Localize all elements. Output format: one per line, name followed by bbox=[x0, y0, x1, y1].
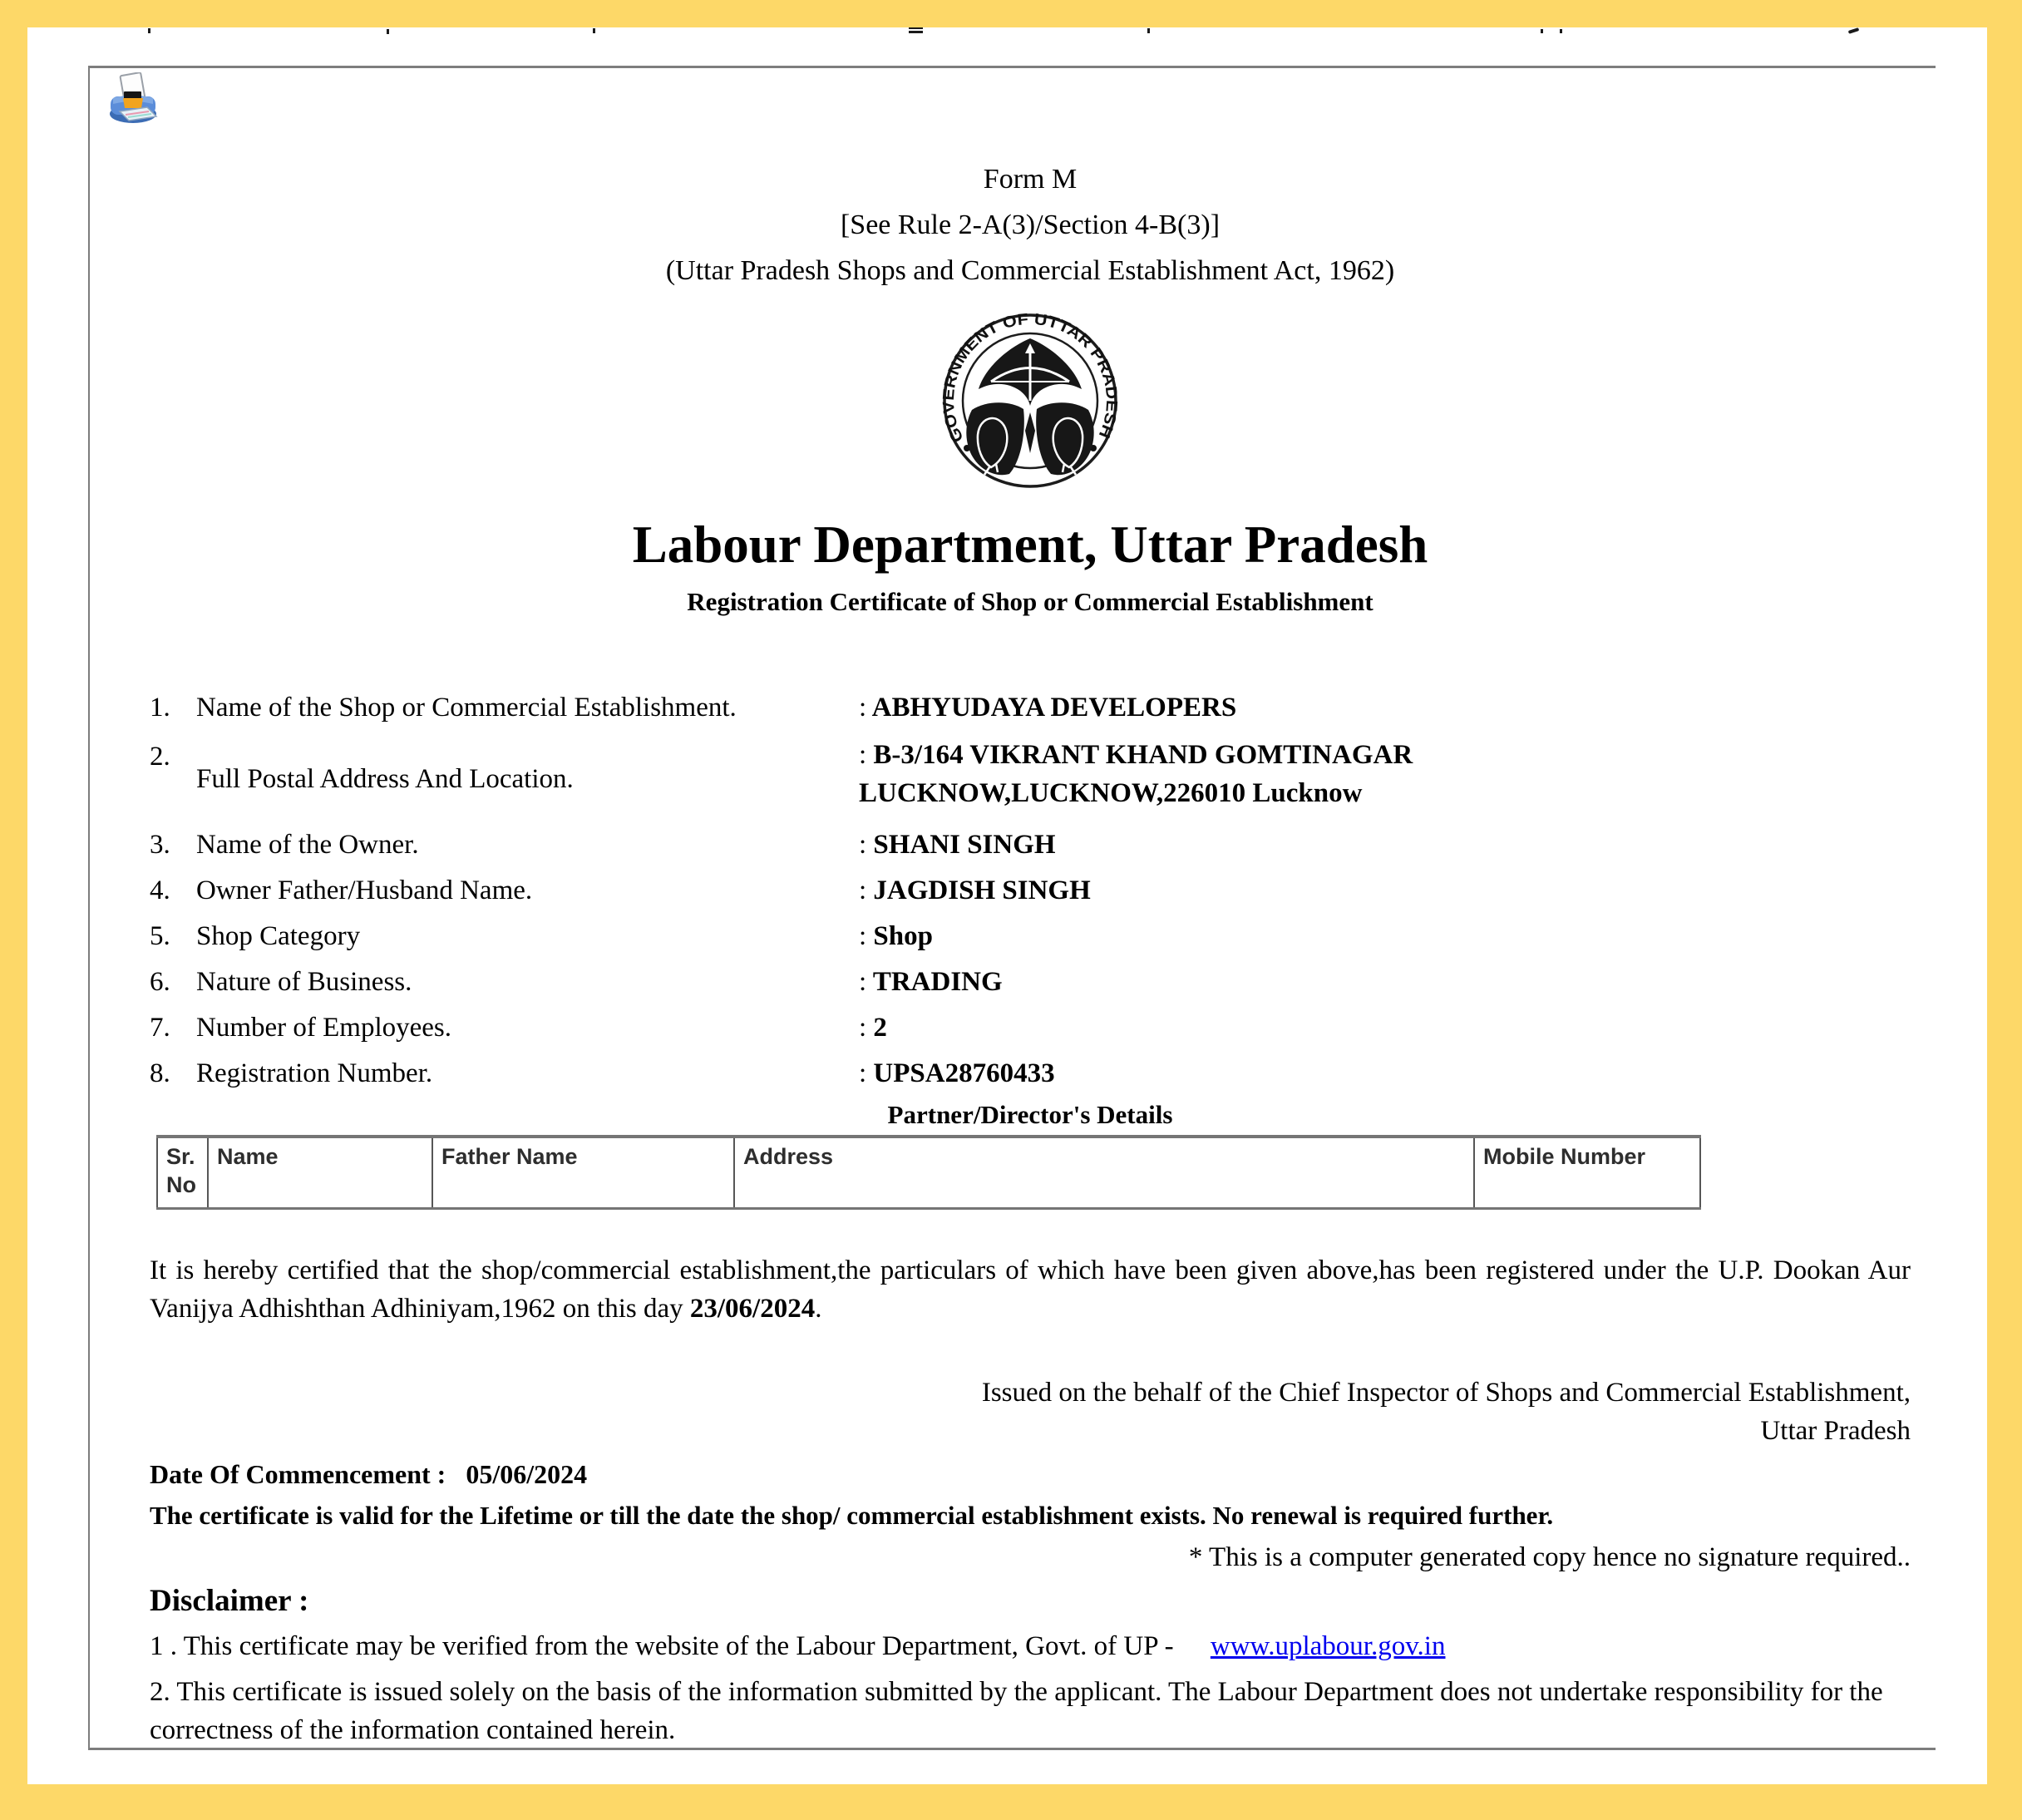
column-header-sr-no: Sr. No bbox=[166, 1144, 196, 1197]
registration-date: 23/06/2024 bbox=[689, 1294, 816, 1324]
detail-label: Name of the Owner. bbox=[196, 830, 419, 860]
clipped-text-fragment bbox=[1541, 29, 1543, 33]
detail-number: 8. bbox=[150, 1058, 170, 1088]
detail-row-3 bbox=[150, 822, 1911, 868]
certificate-subtitle: Registration Certificate of Shop or Commercial Establishment bbox=[687, 587, 1373, 616]
clipped-text-fragment bbox=[1560, 29, 1562, 33]
detail-value: : TRADING bbox=[859, 967, 1003, 997]
clipped-text-fragment bbox=[1147, 28, 1150, 33]
department-title: Labour Department, Uttar Pradesh bbox=[632, 515, 1428, 574]
issued-statement: Issued on the behalf of the Chief Inspector of Shops and Commercial Establishment, Uttar Pradesh bbox=[981, 1378, 1911, 1446]
detail-number: 4. bbox=[150, 875, 170, 905]
detail-row-5 bbox=[150, 914, 1911, 959]
detail-label: Shop Category bbox=[196, 921, 361, 951]
column-header-mobile-number: Mobile Number bbox=[1474, 1137, 1700, 1209]
detail-label: Nature of Business. bbox=[196, 967, 412, 997]
disclaimer-heading: Disclaimer : bbox=[150, 1584, 309, 1618]
detail-number: 1. bbox=[150, 693, 170, 723]
detail-number: 2. bbox=[150, 742, 170, 772]
detail-row-4 bbox=[150, 868, 1911, 914]
detail-row-7 bbox=[150, 1005, 1911, 1051]
disclaimer-item-1: 1 . This certificate may be verified from the website of the Labour Department, Govt. of UP - www.uplabour.gov.in bbox=[150, 1631, 1446, 1661]
column-header-address: Address bbox=[734, 1137, 1474, 1209]
detail-number: 7. bbox=[150, 1013, 170, 1043]
up-government-emblem-icon bbox=[938, 307, 1122, 495]
disclaimer-item-2: 2. This certificate is issued solely on the basis of the information submitted by the applicant. The Labour Department does not undertake responsibility for the correctness of the information contained herein. bbox=[150, 1677, 1883, 1745]
detail-value: : 2 bbox=[859, 1013, 887, 1043]
certificate-frame bbox=[88, 66, 1936, 1750]
detail-label: Number of Employees. bbox=[196, 1013, 452, 1043]
detail-value: : Shop bbox=[859, 921, 933, 951]
detail-row-2 bbox=[150, 731, 1911, 822]
rule-reference: [See Rule 2-A(3)/Section 4-B(3)] bbox=[840, 210, 1221, 240]
detail-value: : ABHYUDAYA DEVELOPERS bbox=[859, 693, 1237, 723]
detail-number: 5. bbox=[150, 921, 170, 951]
computer-copy-note: * This is a computer generated copy hence no signature required.. bbox=[1188, 1542, 1911, 1572]
detail-label: Owner Father/Husband Name. bbox=[196, 875, 533, 905]
details-list bbox=[150, 685, 1911, 1097]
detail-label: Full Postal Address And Location. bbox=[196, 764, 574, 794]
detail-row-6 bbox=[150, 959, 1911, 1005]
detail-value: : UPSA28760433 bbox=[859, 1058, 1055, 1088]
form-title: Form M bbox=[983, 164, 1078, 195]
partners-table bbox=[156, 1135, 1701, 1210]
detail-row-8 bbox=[150, 1051, 1911, 1097]
detail-label: Name of the Shop or Commercial Establishment. bbox=[196, 693, 737, 723]
detail-value: : B-3/164 VIKRANT KHAND GOMTINAGAR LUCKNOW,LUCKNOW,226010 Lucknow bbox=[859, 740, 1413, 808]
table-header-row bbox=[157, 1137, 1700, 1209]
detail-row-1 bbox=[150, 685, 1911, 731]
column-header-name: Name bbox=[208, 1137, 432, 1209]
clipped-text-fragment bbox=[593, 28, 595, 33]
detail-number: 3. bbox=[150, 830, 170, 860]
certification-paragraph: It is hereby certified that the shop/commercial establishment,the particulars of which have been given above,has been registered under the U.P. Dookan Aur Vanijya Adhishthan Adhiniyam,1962 on this day 23/06/2024. bbox=[150, 1255, 1911, 1324]
column-header-father-name: Father Name bbox=[432, 1137, 734, 1209]
act-reference: (Uttar Pradesh Shops and Commercial Establishment Act, 1962) bbox=[665, 255, 1395, 286]
partners-table-title: Partner/Director's Details bbox=[887, 1100, 1173, 1129]
clipped-text-fragment bbox=[909, 27, 923, 29]
document-page bbox=[27, 27, 1987, 1784]
clipped-text-fragment bbox=[387, 29, 389, 34]
detail-label: Registration Number. bbox=[196, 1058, 433, 1088]
clipped-text-fragment bbox=[909, 31, 923, 33]
printer-icon[interactable] bbox=[105, 72, 161, 129]
detail-number: 6. bbox=[150, 967, 170, 997]
clipped-text-fragment bbox=[148, 28, 150, 33]
commencement-date-line: Date Of Commencement : 05/06/2024 bbox=[150, 1459, 588, 1489]
uplabour-website-link[interactable]: www.uplabour.gov.in bbox=[1210, 1631, 1446, 1661]
clipped-text-fragment bbox=[1848, 27, 1860, 34]
detail-value: : SHANI SINGH bbox=[859, 830, 1056, 860]
emblem-circular-text: GOVERNMENT OF UTTAR PRADESH bbox=[939, 310, 1121, 445]
validity-note: The certificate is valid for the Lifetime or till the date the shop/ commercial establishment exists. No renewal is required further. bbox=[150, 1501, 1554, 1530]
commencement-date: 05/06/2024 bbox=[466, 1459, 588, 1489]
detail-value: : JAGDISH SINGH bbox=[859, 875, 1091, 905]
